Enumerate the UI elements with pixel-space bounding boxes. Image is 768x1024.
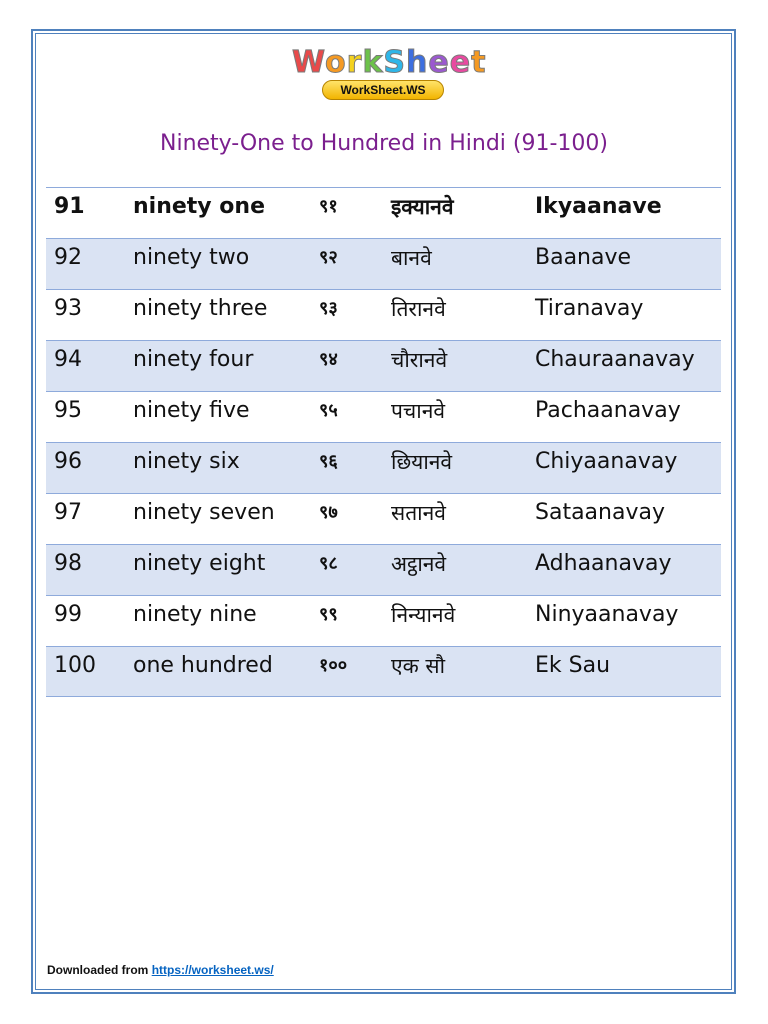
logo-wordmark: [292, 45, 487, 80]
row-transliteration: Ninyaanavay: [535, 602, 679, 627]
row-english-word: ninety four: [133, 347, 254, 372]
row-transliteration: Sataanavay: [535, 500, 665, 525]
row-number: 93: [54, 296, 82, 321]
logo-letter: e: [449, 45, 472, 80]
numbers-table: [46, 187, 721, 697]
row-english-word: ninety five: [133, 398, 250, 423]
table-row: [46, 646, 721, 697]
row-english-word: ninety eight: [133, 551, 266, 576]
row-transliteration: Pachaanavay: [535, 398, 681, 423]
row-hindi-word: इक्यानवे: [391, 195, 454, 219]
worksheet-link[interactable]: https://worksheet.ws/: [151, 963, 274, 977]
row-english-word: one hundred: [133, 653, 273, 678]
row-english-word: ninety one: [133, 194, 265, 219]
row-english-word: ninety six: [133, 449, 240, 474]
row-hindi-word: बानवे: [391, 246, 432, 270]
worksheet-logo: [292, 45, 487, 102]
row-english-word: ninety seven: [133, 500, 275, 525]
row-transliteration: Baanave: [535, 245, 632, 270]
row-number: 96: [54, 449, 82, 474]
row-number: 99: [54, 602, 82, 627]
row-devanagari-numeral: ९७: [319, 502, 338, 523]
table-row: [46, 289, 721, 340]
row-hindi-word: एक सौ: [391, 654, 446, 678]
table-row: [46, 493, 721, 544]
logo-letter: S: [383, 45, 407, 80]
row-transliteration: Adhaanavay: [535, 551, 672, 576]
logo-letter: h: [406, 45, 429, 80]
logo-letter: t: [471, 45, 487, 80]
table-row: [46, 238, 721, 289]
row-devanagari-numeral: ९६: [319, 451, 338, 472]
row-transliteration: Ek Sau: [535, 653, 611, 678]
row-hindi-word: तिरानवे: [391, 297, 446, 321]
table-row: [46, 391, 721, 442]
row-hindi-word: छियानवे: [391, 450, 453, 474]
row-number: 98: [54, 551, 82, 576]
row-transliteration: Chiyaanavay: [535, 449, 678, 474]
row-number: 94: [54, 347, 82, 372]
row-transliteration: Chauraanavay: [535, 347, 695, 372]
row-devanagari-numeral: ९४: [319, 349, 338, 370]
logo-letter: o: [325, 45, 347, 80]
page-title: Ninety-One to Hundred in Hindi (91-100): [160, 131, 608, 156]
row-transliteration: Ikyaanave: [535, 194, 662, 219]
row-devanagari-numeral: ९५: [319, 400, 338, 421]
table-row: [46, 595, 721, 646]
table-row: [46, 442, 721, 493]
table-row: [46, 544, 721, 595]
row-devanagari-numeral: ९८: [319, 553, 338, 574]
row-devanagari-numeral: ९२: [319, 247, 338, 268]
row-transliteration: Tiranavay: [535, 296, 644, 321]
row-devanagari-numeral: ९१: [319, 196, 338, 217]
row-hindi-word: चौरानवे: [391, 348, 448, 372]
row-number: 97: [54, 500, 82, 525]
row-english-word: ninety nine: [133, 602, 257, 627]
row-number: 100: [54, 653, 96, 678]
logo-tagline-badge: WorkSheet.WS: [322, 80, 444, 100]
logo-letter: W: [292, 45, 326, 80]
row-hindi-word: सतानवे: [391, 501, 446, 525]
row-english-word: ninety three: [133, 296, 268, 321]
logo-letter: k: [362, 45, 384, 80]
logo-letter: r: [346, 45, 363, 80]
row-english-word: ninety two: [133, 245, 250, 270]
row-devanagari-numeral: ९९: [319, 604, 338, 625]
row-hindi-word: निन्यानवे: [391, 603, 456, 627]
row-devanagari-numeral: ९३: [319, 298, 338, 319]
row-number: 92: [54, 245, 82, 270]
row-number: 91: [54, 194, 85, 219]
download-footer: [47, 963, 274, 977]
table-row: [46, 340, 721, 391]
row-devanagari-numeral: १००: [319, 655, 348, 676]
table-row: [46, 187, 721, 238]
row-hindi-word: अट्ठानवे: [391, 552, 447, 576]
footer-label: Downloaded from: [47, 963, 149, 977]
row-number: 95: [54, 398, 82, 423]
logo-letter: e: [428, 45, 450, 80]
row-hindi-word: पचानवे: [391, 399, 446, 423]
